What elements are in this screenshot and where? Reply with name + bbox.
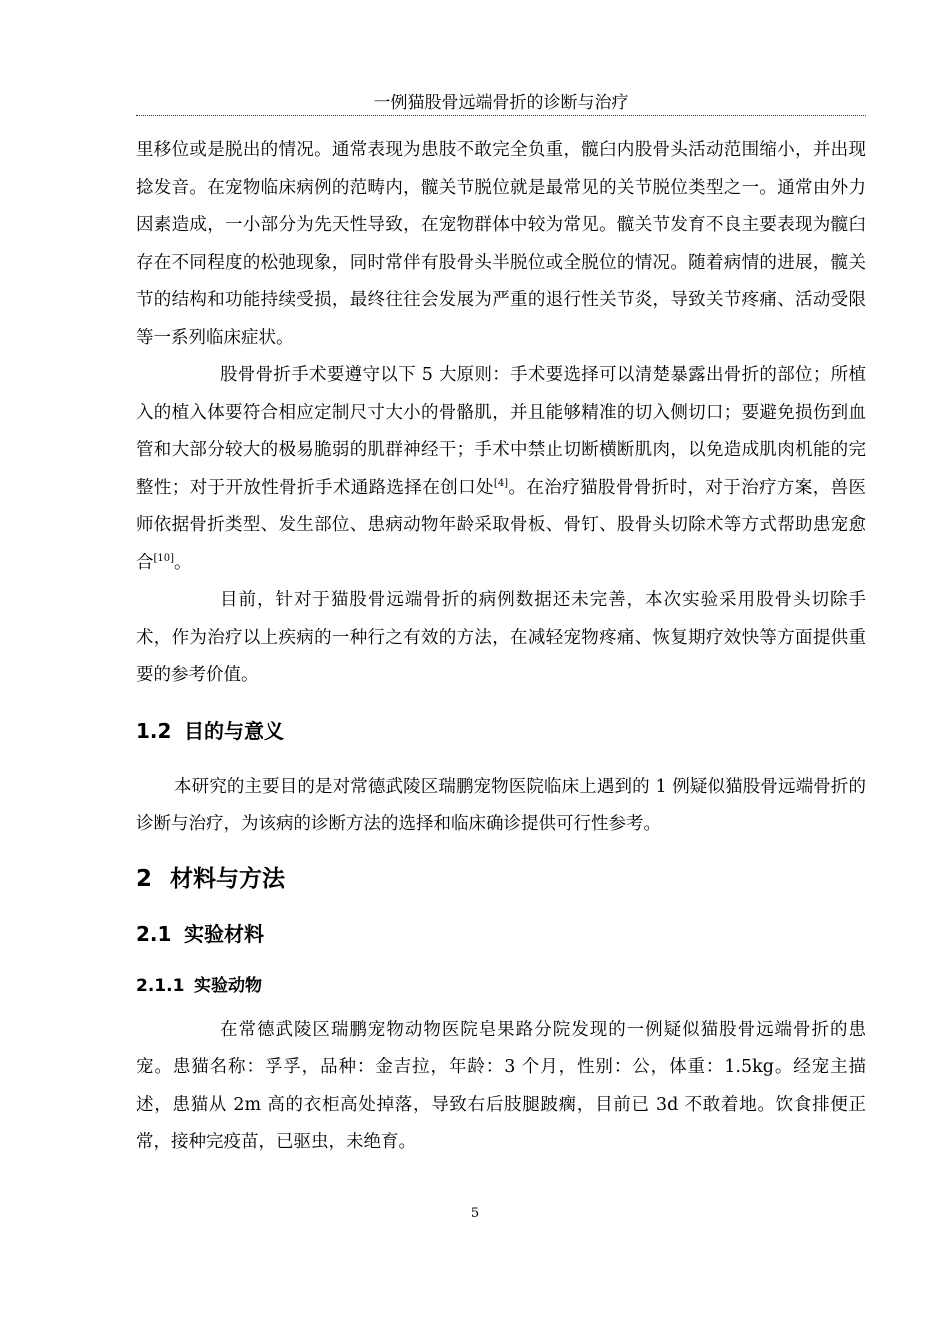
citation-ref: [4] [493,477,509,489]
paragraph-text: 。 [174,552,192,573]
heading-title: 实验动物 [194,975,262,996]
page-number: 5 [470,1206,480,1221]
running-header: 一例猫股骨远端骨折的诊断与治疗 [373,93,629,113]
paragraph-surgery-principles [136,357,866,582]
paragraph-text: 。在治疗猫股骨骨折时，对于治疗方案，兽医师依据骨折类型、发生部位、患病动物年龄采取骨板、骨钉、股骨头切除术等方式帮助患宠愈合 [136,477,867,573]
heading-number: 2 [136,865,153,892]
paragraph-current-status: 目前，针对于猫股骨远端骨折的病例数据还未完善，本次实验采用股骨头切除手术，作为治疗以上疾病的一种行之有效的方法，在减轻宠物疼痛、恢复期疗效快等方面提供重要的参考价值。 [136,590,866,685]
heading-title: 实验材料 [184,921,264,946]
paragraph-hip-dislocation: 里移位或是脱出的情况。通常表现为患肢不敢完全负重，髋臼内股骨头活动范围缩小，并出现捻发音。在宠物临床病例的范畴内，髋关节脱位就是最常见的关节脱位类型之一。通常由外力因素造成，一小部分为先天性导致，在宠物群体中较为常见。髋关节发育不良主要表现为髋臼存在不同程度的松弛现象，同时常伴有股骨头半脱位或全脱位的情况。随着病情的进展，髋关节的结构和功能持续受损，最终往往会发展为严重的退行性关节炎，导致关节疼痛、活动受限等一系列临床症状。 [136,140,866,348]
heading-number: 2.1 [136,921,172,946]
heading-1-2 [136,717,866,745]
heading-2-1 [136,920,866,948]
heading-2-1-1 [136,974,866,998]
header-rule [136,115,866,116]
heading-2 [136,864,866,894]
paragraph-experimental-animal: 在常德武陵区瑞鹏宠物动物医院皂果路分院发现的一例疑似猫股骨远端骨折的患宠。患猫名称：孚孚，品种：金吉拉，年龄：3 个月，性别：公，体重：1.5kg。经宠主描述，患猫从 2m 高的衣柜高处掉落，导致右后肢腿跛瘸，目前已 3d 不敢着地。饮食排便正常，接种完疫苗，已驱虫，未绝育。 [136,1019,866,1152]
heading-number: 2.1.1 [136,975,185,996]
paragraph-text: 股骨骨折手术要遵守以下 5 大原则：手术要选择可以清楚暴露出骨折的部位；所植入的植入体要符合相应定制尺寸大小的骨骼肌，并且能够精准的切入侧切口；要避免损伤到血管和大部分较大的极易脆弱的肌群神经干；手术中禁止切断横断肌肉，以免造成肌肉机能的完整性；对于开放性骨折手术通路选择在创口处 [136,365,866,498]
heading-title: 材料与方法 [170,865,285,892]
page-body [136,132,866,1162]
paragraph-purpose: 本研究的主要目的是对常德武陵区瑞鹏宠物医院临床上遇到的 1 例疑似猫股骨远端骨折的诊断与治疗，为该病的诊断方法的选择和临床确诊提供可行性参考。 [136,776,866,834]
heading-number: 1.2 [136,718,172,743]
heading-title: 目的与意义 [184,718,284,743]
citation-ref: [10] [153,552,175,564]
